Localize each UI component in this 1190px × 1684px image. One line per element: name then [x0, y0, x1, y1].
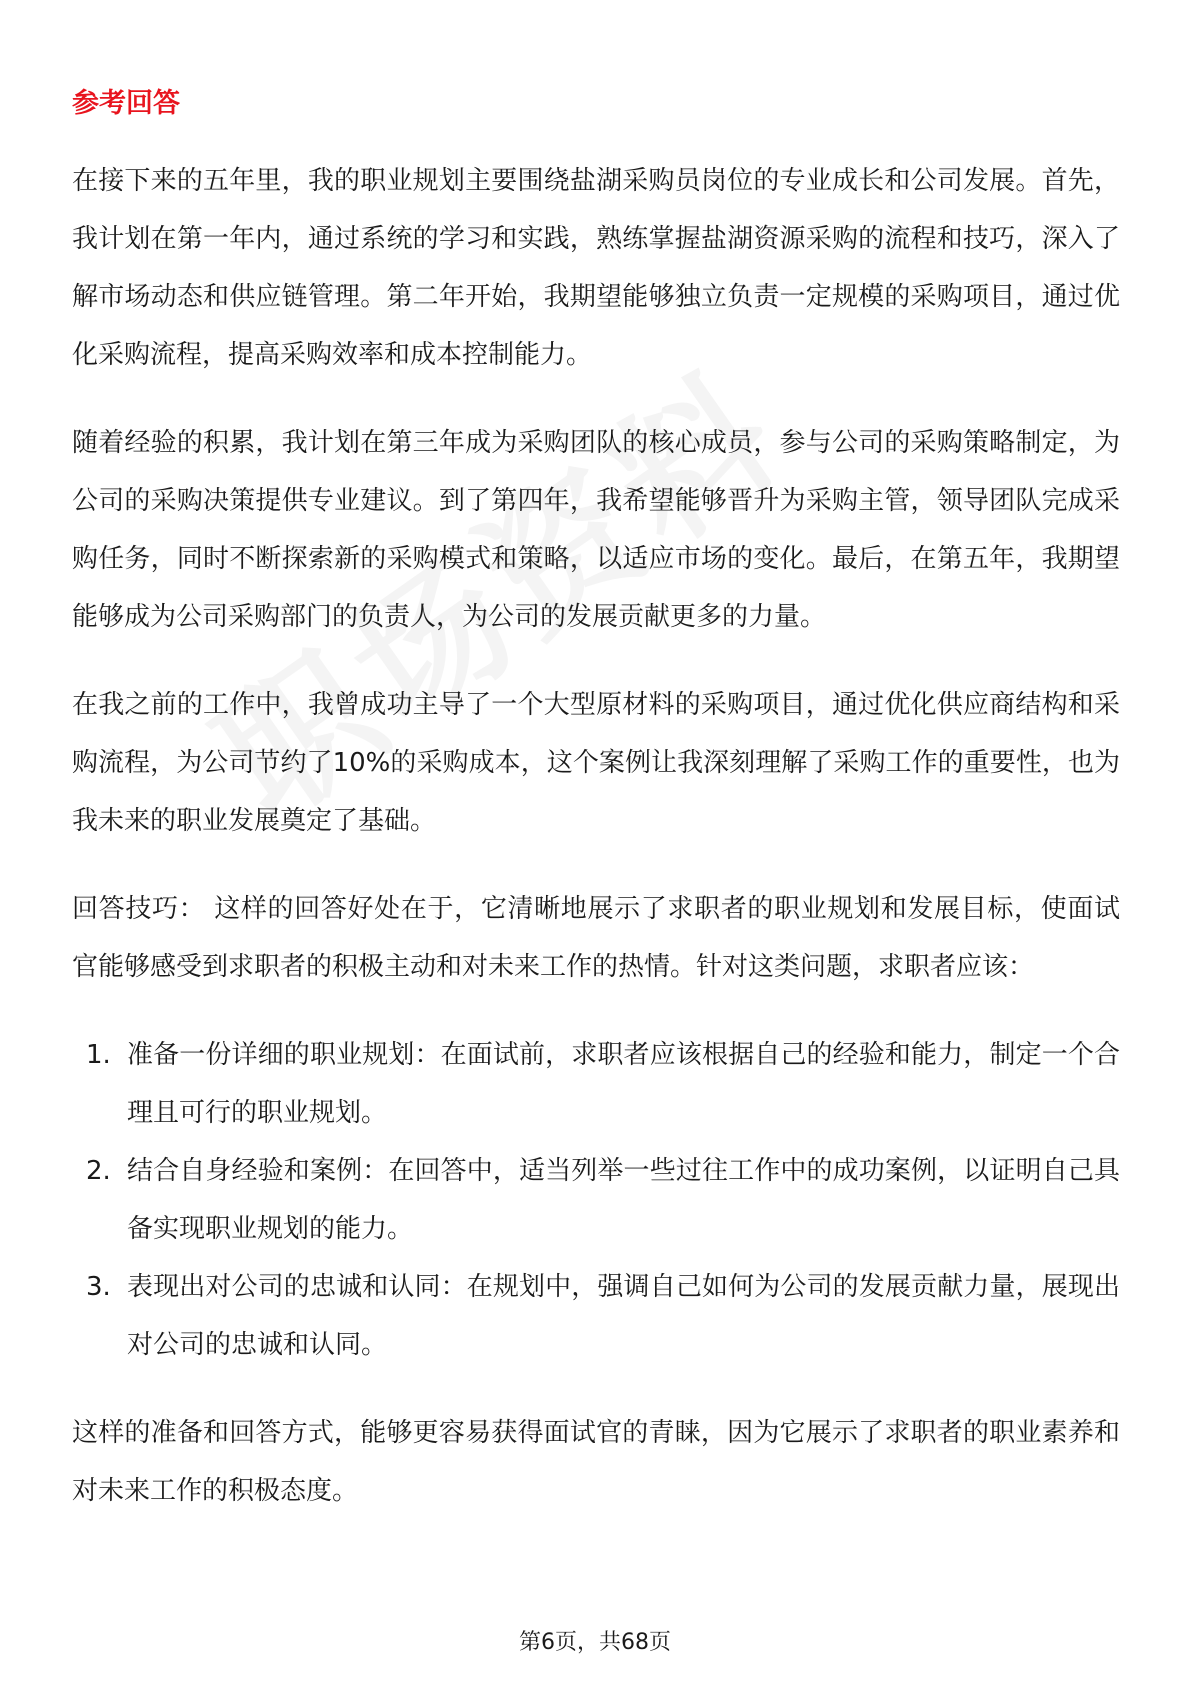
list-item-text: 结合自身经验和案例：在回答中，适当列举一些过往工作中的成功案例，以证明自己具备实现职业规划的能力。 [127, 1156, 1120, 1244]
list-item [72, 1026, 1120, 1142]
list-item-number: 2. [86, 1156, 111, 1186]
answer-paragraph-3: 在我之前的工作中，我曾成功主导了一个大型原材料的采购项目，通过优化供应商结构和采购流程，为公司节约了10%的采购成本，这个案例让我深刻理解了采购工作的重要性，也为我未来的职业发展奠定了基础。 [72, 690, 1120, 836]
list-item [72, 1258, 1120, 1374]
answer-paragraph-1: 在接下来的五年里，我的职业规划主要围绕盐湖采购员岗位的专业成长和公司发展。首先，我计划在第一年内，通过系统的学习和实践，熟练掌握盐湖资源采购的流程和技巧，深入了解市场动态和供应链管理。第二年开始，我期望能够独立负责一定规模的采购项目，通过优化采购流程，提高采购效率和成本控制能力。 [72, 166, 1120, 370]
closing-paragraph: 这样的准备和回答方式，能够更容易获得面试官的青睐，因为它展示了求职者的职业素养和对未来工作的积极态度。 [72, 1418, 1120, 1506]
list-item-number: 1. [86, 1040, 111, 1070]
list-item [72, 1142, 1120, 1258]
tips-paragraph: 回答技巧： 这样的回答好处在于，它清晰地展示了求职者的职业规划和发展目标，使面试官能够感受到求职者的积极主动和对未来工作的热情。针对这类问题，求职者应该： [72, 894, 1120, 982]
page-content [72, 84, 1120, 1550]
tips-list [72, 1026, 1120, 1374]
list-item-text: 准备一份详细的职业规划：在面试前，求职者应该根据自己的经验和能力，制定一个合理且可行的职业规划。 [127, 1040, 1120, 1128]
section-heading: 参考回答 [72, 88, 180, 119]
list-item-number: 3. [86, 1272, 111, 1302]
answer-paragraph-2: 随着经验的积累，我计划在第三年成为采购团队的核心成员，参与公司的采购策略制定，为公司的采购决策提供专业建议。到了第四年，我希望能够晋升为采购主管，领导团队完成采购任务，同时不断探索新的采购模式和策略，以适应市场的变化。最后，在第五年，我期望能够成为公司采购部门的负责人，为公司的发展贡献更多的力量。 [72, 428, 1120, 632]
page-number-footer: 第6页，共68页 [519, 1630, 671, 1655]
list-item-text: 表现出对公司的忠诚和认同：在规划中，强调自己如何为公司的发展贡献力量，展现出对公司的忠诚和认同。 [127, 1272, 1120, 1360]
